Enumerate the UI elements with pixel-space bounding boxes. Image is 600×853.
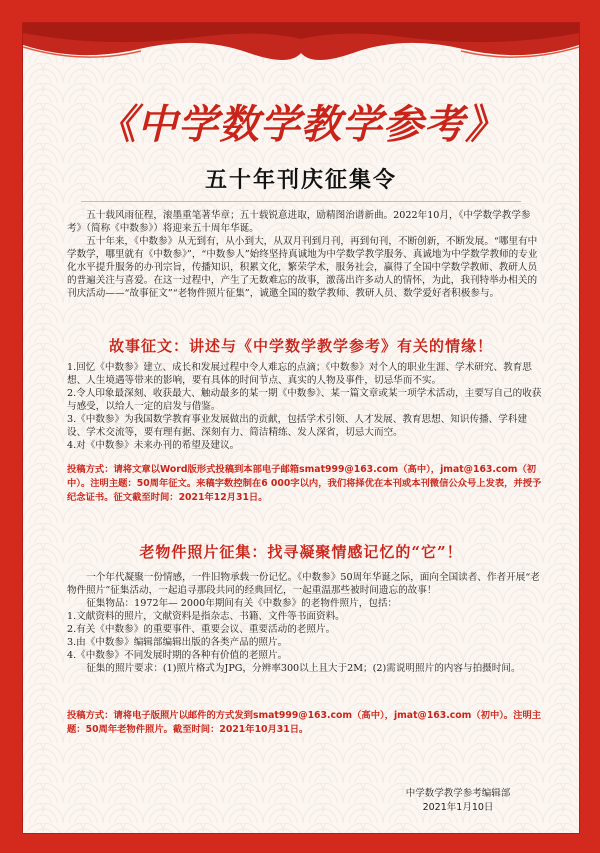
photo-heading: 老物件照片征集：找寻凝聚情感记忆的“它”！ [139, 543, 463, 561]
story-item-4: 4.对《中数参》未来办刊的希望及建议。 [67, 440, 240, 451]
story-heading: 故事征文：讲述与《中学数学教学参考》有关的情缘！ [108, 337, 493, 355]
intro-paragraph-2: 五十年来，《中数参》从无到有，从小到大，从双月刊到月刊，再到旬刊，不断创新，不断发展。“哪里有中学数学，哪里就有《中数参》”，“中数参人”始终坚持真诚地为中学数学教学服务、真诚地为中学数学教师的专业化水平提升服务的办刊宗旨，传播知识，积累文化，繁荣学术，服务社会，赢得了全国中学数学教师、教研人员的普遍关注与喜爱。在这一过程中，产生了无数难忘的故事，激荡出许多动人的情怀，为此，我刊特举办相关的刊庆活动——“故事征文”“老物件照片征集”，诚邀全国的数学教师、教研人员、数学爱好者积极参与。 [67, 236, 538, 299]
intro-paragraph-1: 五十载风雨征程，滚墨重笔著华章；五十载锐意进取，励精图治谱新曲。2022年10月，《中学数学教学参考》（简称《中数参》）将迎来五十周年华诞。 [67, 210, 531, 234]
photo-text [67, 571, 543, 675]
photo-requirements: 征集的照片要求：(1)照片格式为JPG，分辨率300以上且大于2M；(2)需说明照片的内容与拍摄时间。 [86, 663, 521, 674]
intro-text [67, 209, 543, 300]
signature-block [383, 787, 533, 815]
photo-paragraph-1: 一个年代凝聚一份情感，一件旧物承载一份记忆。《中数参》50周年华诞之际，面向全国读者、作者开展“老物件照片”征集活动，一起追寻那段共同的经典回忆，一起重温那些被时间遗忘的故事！ [67, 572, 540, 596]
photo-item-1: 1.文献资料的照片，文献资料是指杂志、书籍、文件等书面资料。 [67, 611, 345, 622]
photo-item-2: 2.有关《中数参》的重要事件、重要会议、重要活动的老照片。 [67, 624, 336, 635]
divider [81, 201, 521, 202]
poster-paper [22, 22, 580, 834]
photo-paragraph-2: 征集物品：1972年— 2000年期间有关《中数参》的老物件照片，包括： [86, 598, 398, 609]
story-items [67, 361, 543, 452]
story-submission-info: 投稿方式：请将文章以Word版形式投稿到本部电子邮箱smat999@163.com（高中），jmat@163.com（初中）。注明主题：50周年征文。来稿字数控制在6 000字以内，我们将择优在本刊或本刊微信公众号上发表，并授予纪念证书。征文截至时间：2021年12月31日。 [67, 464, 542, 503]
photo-submission-info: 投稿方式：请将电子版照片以邮件的方式发到smat999@163.com（高中），jmat@163.com（初中）。注明主题：50周年老物件照片。截至时间：2021年10月31日。 [67, 710, 542, 735]
magazine-title: 《中学数学教学参考》 [96, 101, 506, 148]
photo-item-3: 3.由《中数参》编辑部编辑出版的各类产品的照片。 [67, 637, 288, 648]
story-item-2: 2.令人印象最深刻、收获最大、触动最多的某一期《中数参》、某一篇文章或某一项学术活动，主要写自己的收获与感受，以给人一定的启发与借鉴。 [67, 388, 542, 412]
photo-item-4: 4.《中数参》不同发展时期的各种有价值的老照片。 [67, 650, 288, 661]
story-item-1: 1.回忆《中数参》建立、成长和发展过程中令人难忘的点滴；《中数参》对个人的职业生涯、学术研究、教育思想、人生境遇等带来的影响，要有具体的时间节点、真实的人物及事件，切忌华而不实。 [67, 362, 532, 386]
story-item-3: 3.《中数参》为我国数学教育事业发展做出的贡献，包括学术引领、人才发展、教育思想、知识传播、学科建设、学术交流等，要有理有据、深刻有力、简洁精练、发人深省，切忌大而空。 [67, 414, 528, 438]
red-curtain-decoration [23, 23, 579, 83]
signature-date: 2021年1月10日 [422, 802, 494, 813]
signature-org: 中学数学教学参考编辑部 [405, 788, 511, 799]
campaign-subtitle: 五十年刊庆征集令 [204, 168, 397, 193]
